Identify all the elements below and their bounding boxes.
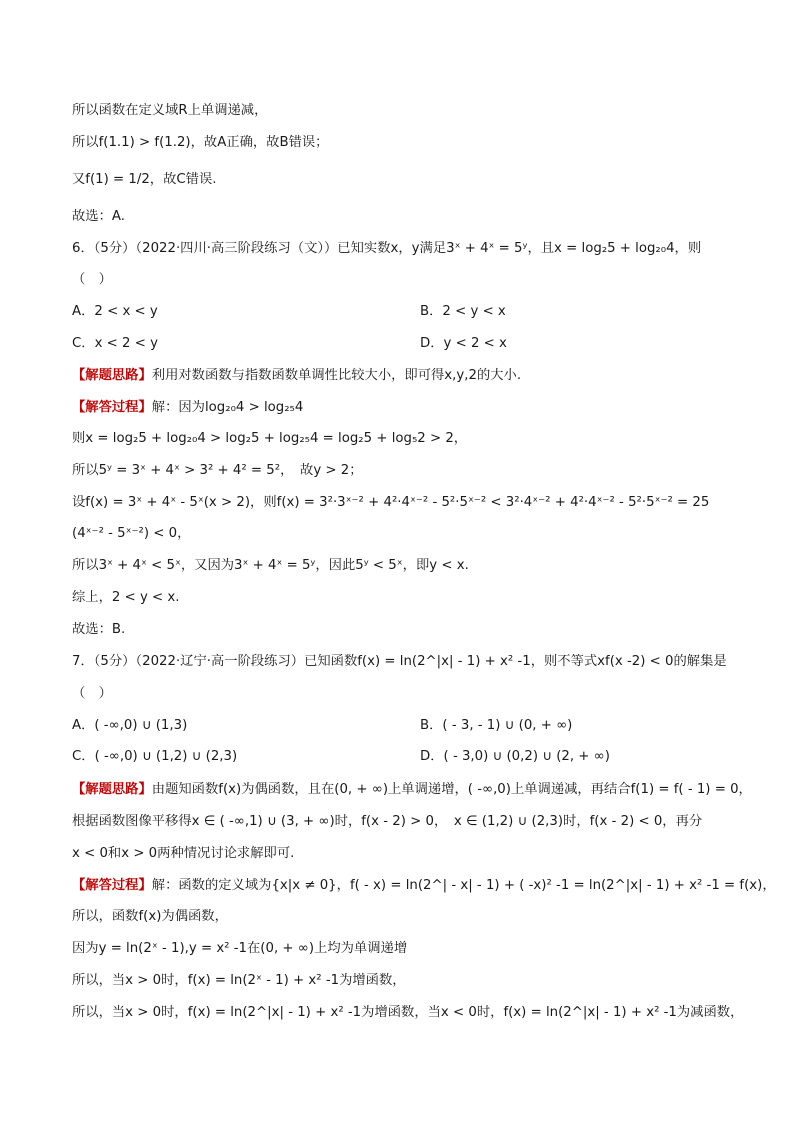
- option-c-label: C．x < 2 < y: [72, 336, 158, 351]
- section-tag: 【解答过程】: [72, 400, 152, 415]
- option-a-label: A．( -∞,0) ∪ (1,3): [72, 718, 188, 733]
- solution-process: [72, 876, 776, 896]
- text-line: (4ˣ⁻² - 5ˣ⁻²) < 0，: [72, 526, 191, 541]
- option-b-label: B．( - 3, - 1) ∪ (0, + ∞): [420, 718, 573, 733]
- solution-idea: [72, 780, 752, 800]
- option-a: [72, 302, 734, 322]
- option-c: [72, 334, 734, 354]
- text-line: x < 0和x > 0两种情况讨论求解即可.: [72, 846, 295, 861]
- text-line: 所以函数在定义域R上单调递减，: [72, 103, 268, 118]
- section-text: 解：因为log₂₀4 > log₂₅4: [151, 400, 304, 415]
- solution-process: [72, 398, 734, 418]
- text-line: 根据函数图像平移得x ∈ ( -∞,1) ∪ (3, + ∞)时，f(x - 2) > 0， x ∈ (1,2) ∪ (2,3)时，f(x - 2) < 0，再分: [72, 814, 703, 829]
- question-7-paren: （ ）: [72, 686, 112, 701]
- section-text: 利用对数函数与指数函数单调性比较大小，即可得x,y,2的大小.: [151, 368, 522, 383]
- text-line: 则x = log₂5 + log₂₀4 > log₂5 + log₂₅4 = log₂5 + log₅2 > 2，: [72, 431, 468, 446]
- section-text: 由题知函数f(x)为偶函数，且在(0, + ∞)上单调递增，( -∞,0)上单调递减，再结合f(1) = f( - 1) = 0，: [151, 782, 752, 797]
- text-line: 所以3ˣ + 4ˣ < 5ˣ，又因为3ˣ + 4ˣ = 5ʸ，因此5ʸ < 5ˣ，即y < x.: [72, 558, 469, 573]
- text-line: 故选：B.: [72, 622, 126, 637]
- question-7-stem: 7．（5分）（2022·辽宁·高一阶段练习）已知函数f(x) = ln(2^|x| - 1) + x² -1，则不等式xf(x -2) < 0的解集是: [72, 654, 727, 669]
- question-6-paren: （ ）: [72, 272, 112, 287]
- text-line: 所以f(1.1) > f(1.2)，故A正确，故B错误；: [72, 135, 329, 150]
- text-line: 设f(x) = 3ˣ + 4ˣ - 5ˣ(x > 2)，则f(x) = 3²·3ˣ⁻² + 4²·4ˣ⁻² - 5²·5ˣ⁻² < 3²·4ˣ⁻² + 4²·4ˣ⁻² - 5²·5ˣ⁻² = 25: [72, 495, 710, 510]
- option-c-label: C．( -∞,0) ∪ (1,2) ∪ (2,3): [72, 749, 238, 764]
- option-d-label: D．( - 3,0) ∪ (0,2) ∪ (2, + ∞): [420, 749, 610, 764]
- option-d-label: D．y < 2 < x: [420, 336, 507, 351]
- text-line: 所以，函数f(x)为偶函数，: [72, 909, 228, 924]
- section-tag: 【解答过程】: [72, 878, 152, 893]
- solution-idea: [72, 366, 734, 386]
- text-line: 故选：A.: [72, 209, 125, 224]
- option-a: [72, 716, 734, 736]
- text-line: 所以，当x > 0时，f(x) = ln(2ˣ - 1) + x² -1为增函数，: [72, 973, 406, 988]
- section-text: 解：函数的定义域为{x|x ≠ 0}，f( - x) = ln(2^| - x| - 1) + ( -x)² -1 = ln(2^|x| - 1) + x² -1 = f(x)，: [151, 878, 776, 893]
- text-line: 所以，当x > 0时，f(x) = ln(2^|x| - 1) + x² -1为增函数，当x < 0时，f(x) = ln(2^|x| - 1) + x² -1为减函数，: [72, 1005, 744, 1020]
- text-line: 综上，2 < y < x.: [72, 590, 180, 605]
- text-line: 又f(1) = 1/2，故C错误.: [72, 172, 217, 187]
- section-tag: 【解题思路】: [72, 368, 152, 383]
- text-line: 因为y = ln(2ˣ - 1),y = x² -1在(0, + ∞)上均为单调递增: [72, 941, 408, 956]
- option-a-label: A．2 < x < y: [72, 304, 158, 319]
- option-c: [72, 747, 734, 767]
- question-6-stem: 6．（5分）（2022·四川·高三阶段练习（文））已知实数x，y满足3ˣ + 4ˣ = 5ʸ，且x = log₂5 + log₂₀4，则: [72, 241, 702, 256]
- section-tag: 【解题思路】: [72, 782, 152, 797]
- text-line: 所以5ʸ = 3ˣ + 4ˣ > 3² + 4² = 5²， 故y > 2；: [72, 463, 363, 478]
- option-b-label: B．2 < y < x: [420, 304, 506, 319]
